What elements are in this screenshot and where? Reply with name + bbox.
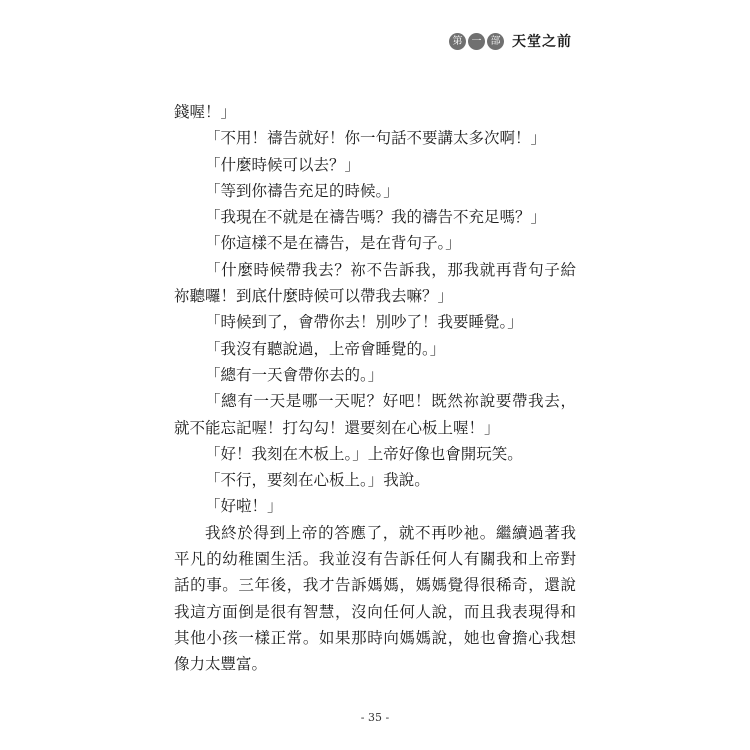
paragraph: 「總有一天是哪一天呢？好吧！既然祢說要帶我去，就不能忘記喔！打勾勾！還要刻在心板上喔！」	[174, 392, 576, 437]
page-number: - 35 -	[360, 711, 390, 724]
part-marker-char: 一	[468, 33, 485, 50]
chapter-title: 天堂之前	[512, 34, 572, 50]
part-marker-char: 部	[487, 33, 504, 50]
body-text	[174, 99, 576, 678]
paragraph: 錢喔！」	[174, 103, 237, 121]
paragraph: 我終於得到上帝的答應了，就不再吵祂。繼續過著我平凡的幼稚園生活。我並沒有告訴任何人有關我和上帝對話的事。三年後，我才告訴媽媽，媽媽覺得很稀奇，還說我這方面倒是很有智慧，沒向任何人說，而且我表現得和其他小孩一樣正常。如果那時向媽媽說，她也會擔心我想像力太豐富。	[174, 523, 576, 674]
paragraph: 「你這樣不是在禱告，是在背句子。」	[205, 234, 461, 253]
running-header	[449, 30, 572, 52]
paragraph: 「什麼時候帶我去？祢不告訴我，那我就再背句子給祢聽囉！到底什麼時候可以帶我去嘛？」	[174, 260, 576, 306]
part-marker-char: 第	[449, 33, 466, 50]
paragraph: 「不行，要刻在心板上。」我說。	[205, 471, 430, 490]
paragraph: 「等到你禱告充足的時候。」	[205, 181, 399, 200]
paragraph: 「好啦！」	[205, 497, 283, 516]
paragraph: 「我現在不就是在禱告嗎？我的禱告不充足嗎？」	[205, 208, 547, 227]
part-marker	[449, 33, 506, 50]
paragraph: 「不用！禱告就好！你一句話不要講太多次啊！」	[205, 129, 547, 148]
paragraph: 「我沒有聽說過，上帝會睡覺的。」	[205, 339, 446, 358]
paragraph: 「什麼時候可以去？」	[205, 155, 361, 174]
paragraph: 「時候到了，會帶你去！別吵了！我要睡覺。」	[205, 313, 523, 332]
paragraph: 「總有一天會帶你去的。」	[205, 365, 384, 384]
paragraph: 「好！我刻在木板上。」上帝好像也會開玩笑。	[205, 444, 523, 463]
